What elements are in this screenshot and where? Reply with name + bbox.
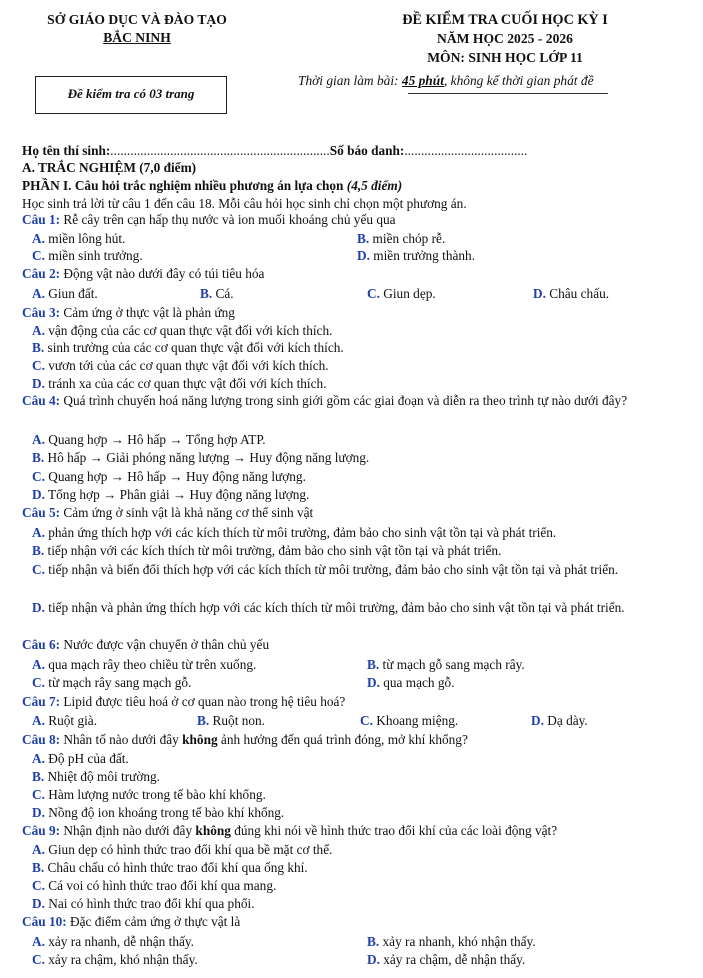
department-name: SỞ GIÁO DỤC VÀ ĐÀO TẠO bbox=[47, 12, 227, 27]
option-10b[interactable]: B. xảy ra nhanh, khó nhận thấy. bbox=[367, 934, 536, 949]
option-5a[interactable]: A. phản ứng thích hợp với các kích thích từ môi trường, đảm bảo cho sinh vật tồn tại và phát triển. bbox=[32, 525, 557, 540]
question-text: Đặc điểm cảm ứng ở thực vật là bbox=[66, 914, 241, 929]
time-prefix: Thời gian làm bài: bbox=[298, 73, 402, 88]
option-9d[interactable]: D. Nai có hình thức trao đổi khí qua phổi. bbox=[32, 896, 255, 911]
option-10a[interactable]: A. xảy ra nhanh, dễ nhận thấy. bbox=[32, 934, 194, 949]
option-3d[interactable]: D. tránh xa của các cơ quan thực vật đối với kích thích. bbox=[32, 376, 327, 391]
question-6 bbox=[22, 637, 269, 652]
question-10 bbox=[22, 914, 240, 929]
option-6b[interactable]: B. từ mạch gỗ sang mạch rây. bbox=[367, 657, 525, 672]
question-text-emphasis: không bbox=[182, 732, 218, 747]
question-8 bbox=[22, 732, 468, 747]
option-8b[interactable]: B. Nhiệt độ môi trường. bbox=[32, 769, 161, 784]
student-id-field[interactable]: ..................................... bbox=[404, 143, 528, 158]
question-9 bbox=[22, 823, 557, 838]
question-text-post: đúng khi nói về hình thức trao đổi khí của các loài động vật? bbox=[230, 823, 558, 838]
question-4 bbox=[22, 393, 682, 409]
time-suffix: , không kể thời gian phát đề bbox=[443, 73, 594, 88]
question-text: Lipid được tiêu hoá ở cơ quan nào trong hệ tiêu hoá? bbox=[60, 694, 346, 709]
question-text: Rễ cây trên cạn hấp thụ nước và ion muối khoáng chủ yếu qua bbox=[60, 212, 396, 227]
option-4a[interactable]: A. Quang hợp → Hô hấp → Tổng hợp ATP. bbox=[32, 432, 266, 447]
question-text: Quá trình chuyển hoá năng lượng trong sinh giới gồm các giai đoạn và diễn ra theo trình tự nào dưới đây? bbox=[60, 393, 628, 408]
question-3 bbox=[22, 305, 235, 320]
part1-title: PHẦN I. Câu hỏi trắc nghiệm nhiều phương án lựa chọn bbox=[22, 178, 347, 193]
question-label: Câu 9: bbox=[22, 823, 61, 838]
part1-instruction: Học sinh trả lời từ câu 1 đến câu 18. Mỗi câu hỏi học sinh chỉ chọn một phương án. bbox=[22, 196, 467, 211]
option-7d[interactable]: D. Dạ dày. bbox=[531, 713, 588, 728]
option-7c[interactable]: C. Khoang miệng. bbox=[360, 713, 459, 728]
time-limit bbox=[298, 73, 594, 89]
question-text: Động vật nào dưới đây có túi tiêu hóa bbox=[60, 266, 265, 281]
option-3a[interactable]: A. vận động của các cơ quan thực vật đối với kích thích. bbox=[32, 323, 333, 338]
option-7a[interactable]: A. Ruột già. bbox=[32, 713, 98, 728]
question-text-emphasis: không bbox=[195, 823, 231, 838]
option-7b[interactable]: B. Ruột non. bbox=[197, 713, 265, 728]
time-value: 45 phút bbox=[401, 73, 444, 88]
option-4b[interactable]: B. Hô hấp → Giải phóng năng lượng → Huy động năng lượng. bbox=[32, 450, 370, 465]
section-a-heading: A. TRẮC NGHIỆM (7,0 điểm) bbox=[22, 160, 197, 175]
part1-points: (4,5 điểm) bbox=[346, 178, 403, 193]
question-text: Nước được vận chuyển ở thân chủ yếu bbox=[60, 637, 270, 652]
province-name: BẮC NINH bbox=[103, 30, 171, 45]
option-6a[interactable]: A. qua mạch rây theo chiều từ trên xuống. bbox=[32, 657, 257, 672]
question-1 bbox=[22, 212, 396, 227]
question-text-post: ảnh hưởng đến quá trình đóng, mở khí khổng? bbox=[217, 732, 468, 747]
option-4c[interactable]: C. Quang hợp → Hô hấp → Huy động năng lượng. bbox=[32, 469, 306, 484]
question-label: Câu 5: bbox=[22, 505, 61, 520]
option-1d[interactable]: D. miền trưởng thành. bbox=[357, 248, 476, 263]
option-2d[interactable]: D. Châu chấu. bbox=[533, 286, 610, 301]
question-label: Câu 6: bbox=[22, 637, 61, 652]
question-5 bbox=[22, 505, 313, 520]
option-2b[interactable]: B. Cá. bbox=[200, 286, 234, 301]
question-label: Câu 2: bbox=[22, 266, 61, 281]
question-label: Câu 3: bbox=[22, 305, 61, 320]
student-name-field[interactable]: .................................................................. bbox=[110, 143, 330, 158]
student-info-row bbox=[22, 143, 527, 158]
student-name-label: Họ tên thí sinh: bbox=[22, 143, 111, 158]
option-5c[interactable]: C. tiếp nhận và biến đổi thích hợp với các kích thích từ môi trường, đảm bảo cho sinh vật tồn tại và phát triển. bbox=[32, 562, 619, 577]
option-5b[interactable]: B. tiếp nhận với các kích thích từ môi trường, đảm bảo cho sinh vật tồn tại và phát triển. bbox=[32, 543, 502, 558]
question-text-pre: Nhân tố nào dưới đây bbox=[60, 732, 183, 747]
question-label: Câu 1: bbox=[22, 212, 61, 227]
school-year: NĂM HỌC 2025 - 2026 bbox=[437, 31, 573, 46]
subject: MÔN: SINH HỌC LỚP 11 bbox=[427, 50, 583, 65]
option-9b[interactable]: B. Châu chấu có hình thức trao đổi khí qua ống khí. bbox=[32, 860, 308, 875]
question-label: Câu 8: bbox=[22, 732, 61, 747]
option-10d[interactable]: D. xảy ra chậm, dễ nhận thấy. bbox=[367, 952, 526, 967]
option-3b[interactable]: B. sinh trưởng của các cơ quan thực vật đối với kích thích. bbox=[32, 340, 344, 355]
option-2a[interactable]: A. Giun đất. bbox=[32, 286, 98, 301]
exam-title: ĐỀ KIỂM TRA CUỐI HỌC KỲ I bbox=[402, 12, 608, 28]
option-1c[interactable]: C. miền sinh trưởng. bbox=[32, 248, 143, 263]
question-label: Câu 4: bbox=[22, 393, 61, 408]
question-text: Cảm ứng ở thực vật là phản ứng bbox=[60, 305, 235, 320]
question-label: Câu 10: bbox=[22, 914, 67, 929]
option-2c[interactable]: C. Giun dẹp. bbox=[367, 286, 436, 301]
option-9a[interactable]: A. Giun dẹp có hình thức trao đổi khí qua bề mặt cơ thể. bbox=[32, 842, 333, 857]
option-9c[interactable]: C. Cá voi có hình thức trao đổi khí qua mang. bbox=[32, 878, 277, 893]
option-10c[interactable]: C. xảy ra chậm, khó nhận thấy. bbox=[32, 952, 198, 967]
question-label: Câu 7: bbox=[22, 694, 61, 709]
option-6d[interactable]: D. qua mạch gỗ. bbox=[367, 675, 455, 690]
part1-heading bbox=[22, 178, 402, 193]
question-text-pre: Nhận định nào dưới đây bbox=[60, 823, 196, 838]
option-1a[interactable]: A. miền lông hút. bbox=[32, 231, 126, 246]
question-7 bbox=[22, 694, 345, 709]
option-6c[interactable]: C. từ mạch rây sang mạch gỗ. bbox=[32, 675, 192, 690]
option-1b[interactable]: B. miền chóp rễ. bbox=[357, 231, 446, 246]
pages-note: Đề kiểm tra có 03 trang bbox=[67, 86, 195, 101]
option-8a[interactable]: A. Độ pH của đất. bbox=[32, 751, 129, 766]
student-id-label: Số báo danh: bbox=[329, 143, 405, 158]
option-5d[interactable]: D. tiếp nhận và phản ứng thích hợp với các kích thích từ môi trường, đảm bảo cho sinh vật tồn tại và phát triển. bbox=[32, 600, 625, 615]
option-8d[interactable]: D. Nồng độ ion khoáng trong tế bào khí khổng. bbox=[32, 805, 285, 820]
question-2 bbox=[22, 266, 264, 281]
option-4d[interactable]: D. Tổng hợp → Phân giải → Huy động năng lượng. bbox=[32, 487, 310, 502]
time-underline bbox=[408, 93, 608, 94]
question-text: Cảm ứng ở sinh vật là khả năng cơ thể sinh vật bbox=[60, 505, 314, 520]
option-8c[interactable]: C. Hàm lượng nước trong tế bào khí khổng. bbox=[32, 787, 266, 802]
option-3c[interactable]: C. vươn tới của các cơ quan thực vật đối với kích thích. bbox=[32, 358, 329, 373]
